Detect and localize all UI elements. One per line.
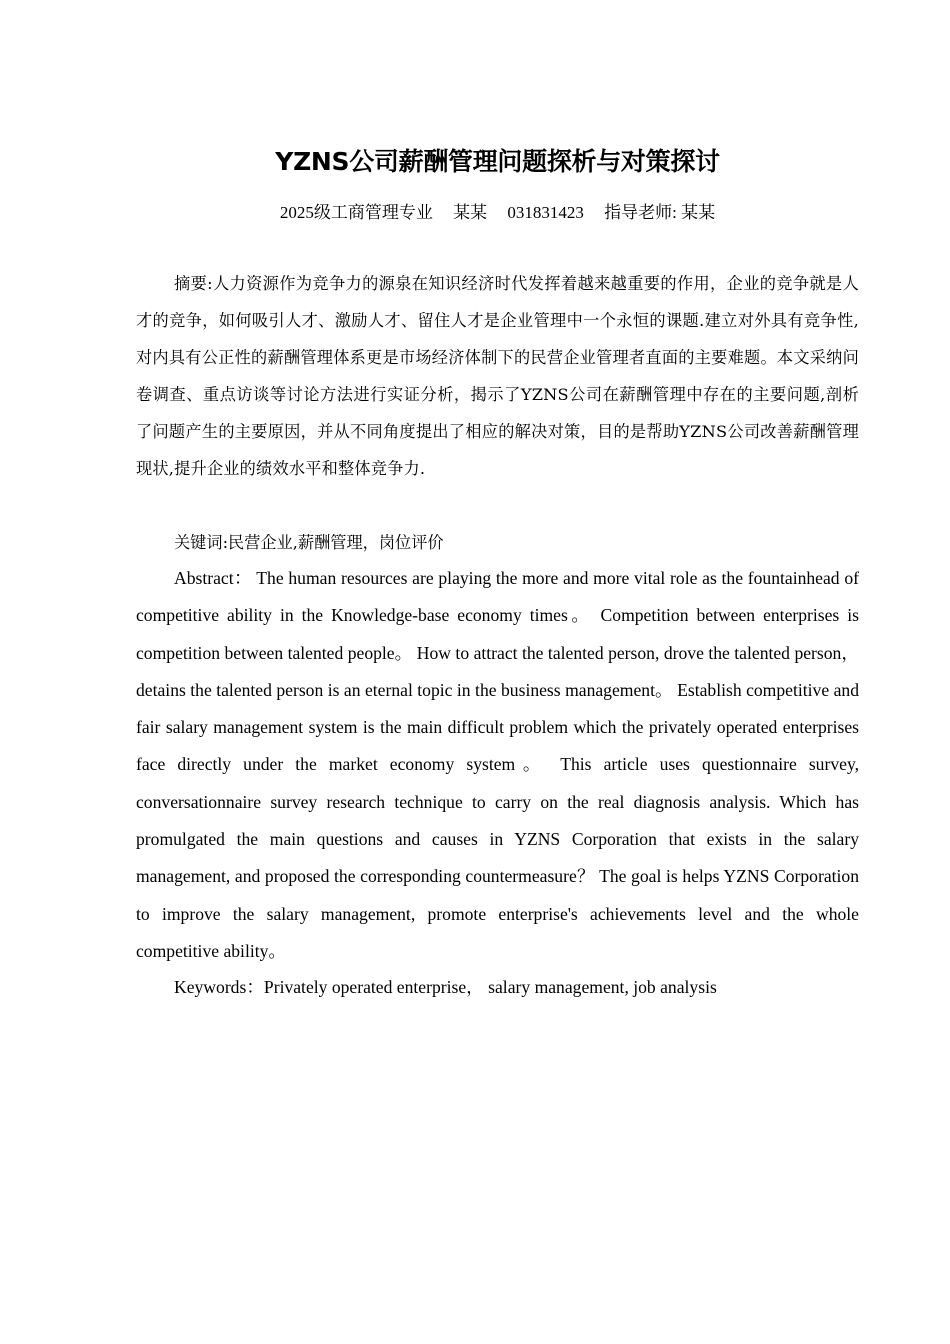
author-byline bbox=[136, 200, 859, 226]
keywords-en bbox=[136, 969, 859, 1005]
keywords-cn-label: 关键词 bbox=[174, 533, 223, 552]
abstract-en bbox=[136, 560, 859, 970]
keywords-en-text: Privately operated enterprise， salary management, job analysis bbox=[263, 977, 717, 997]
abstract-cn-label: 摘要 bbox=[174, 274, 208, 293]
author-name: 某某 bbox=[453, 203, 488, 222]
advisor: 指导老师: 某某 bbox=[604, 203, 716, 222]
keywords-cn bbox=[136, 525, 859, 561]
keywords-cn-text: :民营企业,薪酬管理，岗位评价 bbox=[222, 533, 444, 552]
abstract-cn-text: :人力资源作为竞争力的源泉在知识经济时代发挥着越来越重要的作用，企业的竞争就是人才的竞争，如何吸引人才、激励人才、留住人才是企业管理中一个永恒的课题.建立对外具有竞争性,对内具有公正性的薪酬管理体系更是市场经济体制下的民营企业管理者直面的主要难题。本文采纳问卷调查、重点访谈等讨论方法进行实证分析，揭示了YZNS公司在薪酬管理中存在的主要问题,剖析了问题产生的主要原因，并从不同角度提出了相应的解决对策，目的是帮助YZNS公司改善薪酬管理现状,提升企业的绩效水平和整体竞争力. bbox=[136, 274, 859, 478]
student-class: 2025级工商管理专业 bbox=[279, 203, 433, 222]
abstract-en-text: The human resources are playing the more and more vital role as the fountainhead of competitive ability in the Knowledge-base economy times。 Competition between enterprises is competition between talented people。 How to attract the talented person, drove the talented person， detains the talented person is an eternal topic in the business management。 Establish competitive and fair salary management system is the main difficult problem which the privately operated enterprises face directly under the market economy system。 This article uses questionnaire survey, conversationnaire survey research technique to carry on the real diagnosis analysis. Which has promulgated the main questions and causes in YZNS Corporation that exists in the salary management, and proposed the corresponding countermeasure？ The goal is helps YZNS Corporation to improve the salary management, promote enterprise's achievements level and the whole competitive ability。 bbox=[136, 568, 859, 961]
keywords-en-label: Keywords： bbox=[174, 977, 264, 997]
paper-title: YZNS公司薪酬管理问题探析与对策探讨 bbox=[275, 147, 720, 176]
abstract-en-label: Abstract： bbox=[174, 568, 252, 588]
student-id: 031831423 bbox=[507, 203, 584, 222]
abstract-cn bbox=[136, 266, 859, 487]
